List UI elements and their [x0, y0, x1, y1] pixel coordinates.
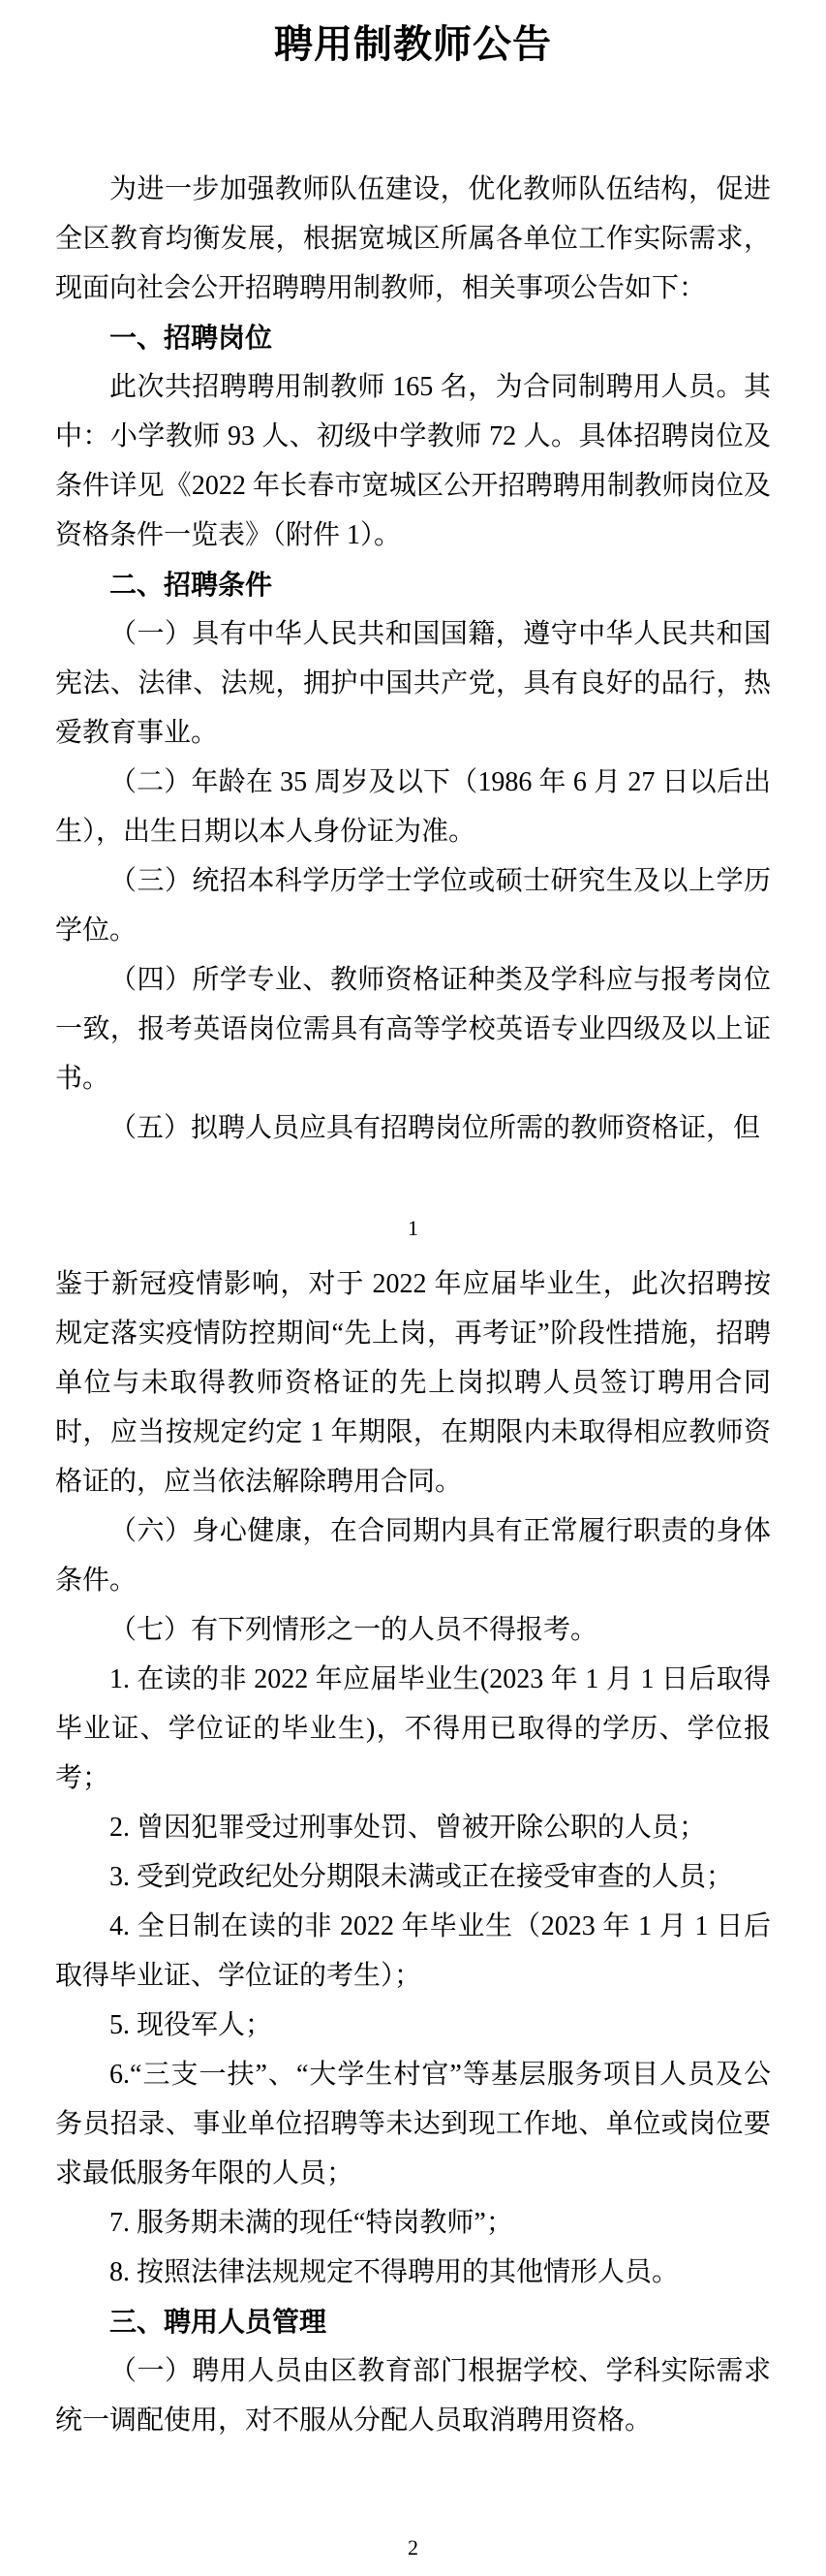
management-1-paragraph: （一）聘用人员由区教育部门根据学校、学科实际需求统一调配使用，对不服从分配人员取消聘用资格。: [55, 2356, 771, 2436]
disqualification-item-3: 3. 受到党政纪处分期限未满或正在接受审查的人员；: [109, 1862, 734, 1892]
condition-3-paragraph: （三）统招本科学历学士学位或硕士研究生及以上学历学位。: [55, 866, 771, 946]
page-number-2: 2: [408, 2535, 418, 2560]
intro-paragraph: 为进一步加强教师队伍建设，优化教师队伍结构，促进全区教育均衡发展，根据宽城区所属各单位工作实际需求，现面向社会公开招聘聘用制教师，相关事项公告如下：: [55, 174, 771, 303]
condition-2-paragraph: （二）年龄在 35 周岁及以下（1986 年 6 月 27 日以后出生），出生日期以本人身份证为准。: [55, 767, 771, 847]
condition-1-paragraph: （一）具有中华人民共和国国籍，遵守中华人民共和国宪法、法律、法规，拥护中国共产党，具有良好的品行，热爱教育事业。: [55, 619, 771, 748]
document-title-text: 聘用制教师公告: [274, 22, 552, 66]
disqualification-item-5: 5. 现役军人；: [109, 2010, 273, 2040]
section-3-heading: 三、聘用人员管理: [109, 2307, 327, 2337]
section-2-heading: 二、招聘条件: [109, 570, 273, 600]
condition-5-paragraph: （五）拟聘人员应具有招聘岗位所需的教师资格证，但: [109, 1113, 761, 1143]
recruit-positions-paragraph: 此次共招聘聘用制教师 165 名，为合同制聘用人员。其中：小学教师 93 人、初级中学教师 72 人。具体招聘岗位及条件详见《2022 年长春市宽城区公开招聘聘用制教师岗位及资格条件一览表》（附件 1）。: [55, 372, 771, 550]
disqualification-item-4: 4. 全日制在读的非 2022 年毕业生（2023 年 1 月 1 日后取得毕业证、学位证的考生）；: [55, 1911, 771, 1991]
disqualification-item-7: 7. 服务期未满的现任“特岗教师”；: [109, 2208, 513, 2238]
condition-7-paragraph: （七）有下列情形之一的人员不得报考。: [109, 1615, 598, 1645]
disqualification-item-6: 6.“三支一扶”、“大学生村官”等基层服务项目人员及公务员招录、事业单位招聘等未达到现工作地、单位或岗位要求最低服务年限的人员；: [55, 2060, 771, 2188]
disqualification-item-8: 8. 按照法律法规规定不得聘用的其他情形人员。: [109, 2257, 680, 2287]
document-title: [55, 17, 771, 72]
disqualification-item-1: 1. 在读的非 2022 年应届毕业生(2023 年 1 月 1 日后取得毕业证、学位证的毕业生)，不得用已取得的学历、学位报考；: [55, 1664, 771, 1793]
section-1-heading: 一、招聘岗位: [109, 323, 273, 353]
disqualification-item-2: 2. 曾因犯罪受过刑事处罚、曾被开除公职的人员；: [109, 1813, 707, 1843]
condition-5-continuation-paragraph: 鉴于新冠疫情影响，对于 2022 年应届毕业生，此次招聘按规定落实疫情防控期间“先上岗，再考证”阶段性措施，招聘单位与未取得教师资格证的先上岗拟聘人员签订聘用合同时，应当按规定约定 1 年期限，在期限内未取得相应教师资格证的，应当依法解除聘用合同。: [55, 1269, 771, 1497]
page-number-1: 1: [408, 1216, 418, 1240]
condition-6-paragraph: （六）身心健康，在合同期内具有正常履行职责的身体条件。: [55, 1516, 771, 1596]
condition-4-paragraph: （四）所学专业、教师资格证种类及学科应与报考岗位一致，报考英语岗位需具有高等学校英语专业四级及以上证书。: [55, 965, 771, 1094]
